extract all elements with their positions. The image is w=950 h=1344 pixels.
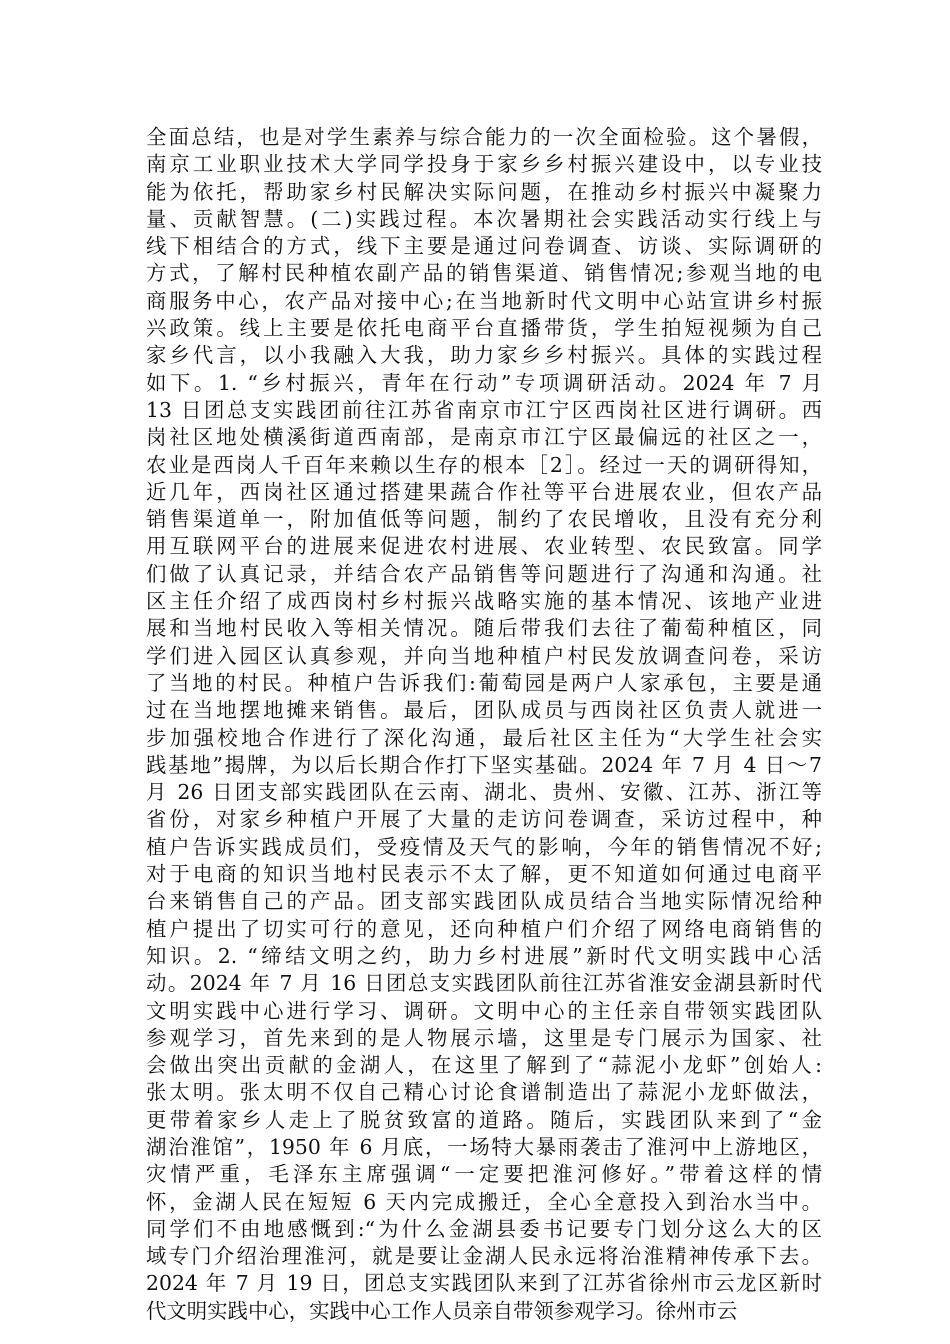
text-line: 用互联网平台的进展来促进农村进展、农业转型、农民致富。同学 xyxy=(146,534,822,559)
text-line: 区主任介绍了成西岗村乡村振兴战略实施的基本情况、该地产业进 xyxy=(146,589,822,614)
text-line: 南京工业职业技术大学同学投身于家乡乡村振兴建设中，以专业技 xyxy=(146,152,822,177)
text-line: 兴政策。线上主要是依托电商平台直播带货，学生拍短视频为自己 xyxy=(146,316,822,341)
text-line: 学们进入园区认真参观，并向当地种植户村民发放调查问卷，采访 xyxy=(146,643,822,668)
text-line: 植户告诉实践成员们，受疫情及天气的影响，今年的销售情况不好; xyxy=(146,834,822,859)
text-line: 践基地”揭牌，为以后长期合作打下坚实基础。2024 年 7 月 4 日～7 xyxy=(146,752,822,777)
text-line: 对于电商的知识当地村民表示不太了解，更不知道如何通过电商平 xyxy=(146,862,822,887)
text-line: 了当地的村民。种植户告诉我们:葡萄园是两户人家承包，主要是通 xyxy=(146,670,822,695)
text-line: 同学们不由地感慨到:“为什么金湖县委书记要专门划分这么大的区 xyxy=(146,1216,822,1241)
text-line: 文明实践中心进行学习、调研。文明中心的主任亲自带领实践团队 xyxy=(146,998,822,1023)
text-line: 们做了认真记录，并结合农产品销售等问题进行了沟通和沟通。社 xyxy=(146,561,822,586)
text-line: 2024 年 7 月 19 日，团总支实践团队来到了江苏省徐州市云龙区新时 xyxy=(146,1271,822,1296)
text-line: 过在当地摆地摊来销售。最后，团队成员与西岗社区负责人就进一 xyxy=(146,698,822,723)
text-line: 步加强校地合作进行了深化沟通，最后社区主任为“大学生社会实 xyxy=(146,725,822,750)
text-line: 动。2024 年 7 月 16 日团总支实践团队前往江苏省淮安金湖县新时代 xyxy=(146,971,822,996)
text-line: 如下。1. “乡村振兴，青年在行动”专项调研活动。2024 年 7 月 xyxy=(146,370,822,395)
text-line: 岗社区地处横溪街道西南部，是南京市江宁区最偏远的社区之一， xyxy=(146,425,822,450)
text-line: 灾情严重，毛泽东主席强调“一定要把淮河修好。”带着这样的情 xyxy=(146,1162,822,1187)
text-line: 省份，对家乡种植户开展了大量的走访问卷调查，采访过程中，种 xyxy=(146,807,822,832)
text-line: 域专门介绍治理淮河，就是要让金湖人民永远将治淮精神传承下去。 xyxy=(146,1244,822,1269)
text-line: 植户提出了切实可行的意见，还向种植户们介绍了网络电商销售的 xyxy=(146,916,822,941)
text-line: 更带着家乡人走上了脱贫致富的道路。随后，实践团队来到了“金 xyxy=(146,1107,822,1132)
text-line: 参观学习，首先来到的是人物展示墙，这里是专门展示为国家、社 xyxy=(146,1025,822,1050)
text-line: 销售渠道单一，附加值低等问题，制约了农民增收，且没有充分利 xyxy=(146,507,822,532)
text-line: 会做出突出贡献的金湖人，在这里了解到了“蒜泥小龙虾”创始人: xyxy=(146,1053,822,1078)
text-line: 方式，了解村民种植农副产品的销售渠道、销售情况;参观当地的电 xyxy=(146,261,822,286)
text-line: 怀，金湖人民在短短 6 天内完成搬迁，全心全意投入到治水当中。 xyxy=(146,1189,822,1214)
text-line: 知识。2. “缔结文明之约，助力乡村进展”新时代文明实践中心活 xyxy=(146,943,822,968)
text-line: 能为依托，帮助家乡村民解决实际问题，在推动乡村振兴中凝聚力 xyxy=(146,179,822,204)
text-line: 农业是西岗人千百年来赖以生存的根本［2］。经过一天的调研得知， xyxy=(146,452,822,477)
text-line: 张太明。张太明不仅自己精心讨论食谱制造出了蒜泥小龙虾做法， xyxy=(146,1080,822,1105)
text-line: 商服务中心，农产品对接中心;在当地新时代文明中心站宣讲乡村振 xyxy=(146,288,822,313)
text-line: 展和当地村民收入等相关情况。随后带我们去往了葡萄种植区，同 xyxy=(146,616,822,641)
text-line: 月 26 日团支部实践团队在云南、湖北、贵州、安徽、江苏、浙江等 xyxy=(146,780,822,805)
text-line: 湖治淮馆”，1950 年 6 月底，一场特大暴雨袭击了淮河中上游地区， xyxy=(146,1134,822,1159)
text-line: 量、贡献智慧。(二)实践过程。本次暑期社会实践活动实行线上与 xyxy=(146,206,822,231)
text-line: 代文明实践中心，实践中心工作人员亲自带领参观学习。徐州市云 xyxy=(146,1298,738,1323)
text-line: 近几年，西岗社区通过搭建果蔬合作社等平台进展农业，但农产品 xyxy=(146,479,822,504)
text-line: 线下相结合的方式，线下主要是通过问卷调查、访谈、实际调研的 xyxy=(146,234,822,259)
body-text xyxy=(146,124,822,1325)
text-line: 13 日团总支实践团前往江苏省南京市江宁区西岗社区进行调研。西 xyxy=(146,397,822,422)
text-line: 全面总结，也是对学生素养与综合能力的一次全面检验。这个暑假， xyxy=(146,125,822,149)
text-line: 家乡代言，以小我融入大我，助力家乡乡村振兴。具体的实践过程 xyxy=(146,343,822,368)
text-line: 台来销售自己的产品。团支部实践团队成员结合当地实际情况给种 xyxy=(146,889,822,914)
